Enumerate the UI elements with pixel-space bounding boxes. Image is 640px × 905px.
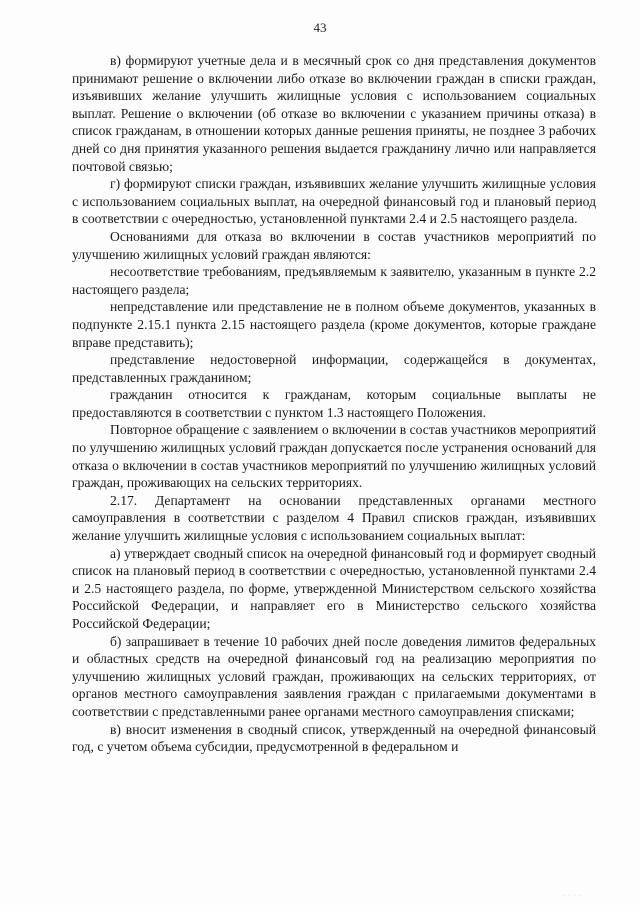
paragraph-2-17-department: 2.17. Департамент на основании представленных органами местного самоуправления в соответствии с разделом 4 Правил списков граждан, изъявивших желание улучшить жилищные условия с использованием социальных выплат: bbox=[72, 492, 596, 544]
paragraph-a-approve-list: а) утверждает сводный список на очередной финансовый год и формирует сводный список на плановый период в соответствии с очередностью, установленной пунктами 2.4 и 2.5 настоящего раздела, по форме, утвержденной Министерством сельского хозяйства Российской Федерации, и направляет его в Министерство сельского хозяйства Российской Федерации; bbox=[72, 545, 596, 631]
paragraph-ground-excluded: гражданин относится к гражданам, которым социальные выплаты не предоставляются в соответствии с пунктом 1.3 настоящего Положения. bbox=[72, 387, 596, 420]
paragraph-repeat-application: Повторное обращение с заявлением о включении в состав участников мероприятий по улучшению жилищных условий граждан допускается после устранения оснований для отказа о включении в состав участников мероприятий по улучшению жилищных условий граждан, проживающих на сельских территориях. bbox=[72, 422, 596, 491]
document-body bbox=[72, 52, 596, 756]
paragraph-ground-mismatch: несоответствие требованиям, предъявляемым к заявителю, указанным в пункте 2.2 настоящего раздела; bbox=[72, 264, 596, 297]
paragraph-ground-missing-docs: непредставление или представление не в полном объеме документов, указанных в подпункте 2.15.1 пункта 2.15 настоящего раздела (кроме документов, которые граждане вправе представить); bbox=[72, 299, 596, 350]
paragraph-ground-false-info: представление недостоверной информации, содержащейся в документах, представленных гражданином; bbox=[72, 352, 596, 385]
paragraph-g-form-lists: г) формируют списки граждан, изъявивших желание улучшить жилищные условия с использованием социальных выплат, на очередной финансовый год и плановый период в соответствии с очередностью, установленной пунктами 2.4 и 2.5 настоящего раздела. bbox=[72, 176, 596, 227]
paragraph-refusal-grounds: Основаниями для отказа во включении в состав участников мероприятий по улучшению жилищных условий граждан являются: bbox=[72, 228, 596, 262]
scan-footer-mark: · · · · bbox=[562, 893, 582, 899]
paragraph-v-amend-list: в) вносит изменения в сводный список, утвержденный на очередной финансовый год, с учетом объема субсидии, предусмотренной в федеральном и bbox=[72, 721, 596, 755]
page-number: 43 bbox=[313, 20, 327, 35]
paragraph-v-form-records: в) формируют учетные дела и в месячный срок со дня представления документов принимают решение о включении либо отказе во включении граждан в списки граждан, изъявивших желание улучшить жилищные условия с использованием социальных выплат. Решение о включении (об отказе во включении с указанием причины отказа) в список гражданам, в отношении которых данные решения приняты, не позднее 3 рабочих дней со дня принятия указанного решения выдается гражданину лично или направляется почтовой связью; bbox=[72, 53, 596, 174]
paragraph-b-request-applications: б) запрашивает в течение 10 рабочих дней после доведения лимитов федеральных и областных средств на очередной финансовый год на реализацию мероприятия по улучшению жилищных условий граждан, проживающих на сельских территориях, от органов местного самоуправления заявления граждан с прилагаемыми документами в соответствии с представленными ранее органами местного самоуправления списками; bbox=[72, 633, 596, 719]
